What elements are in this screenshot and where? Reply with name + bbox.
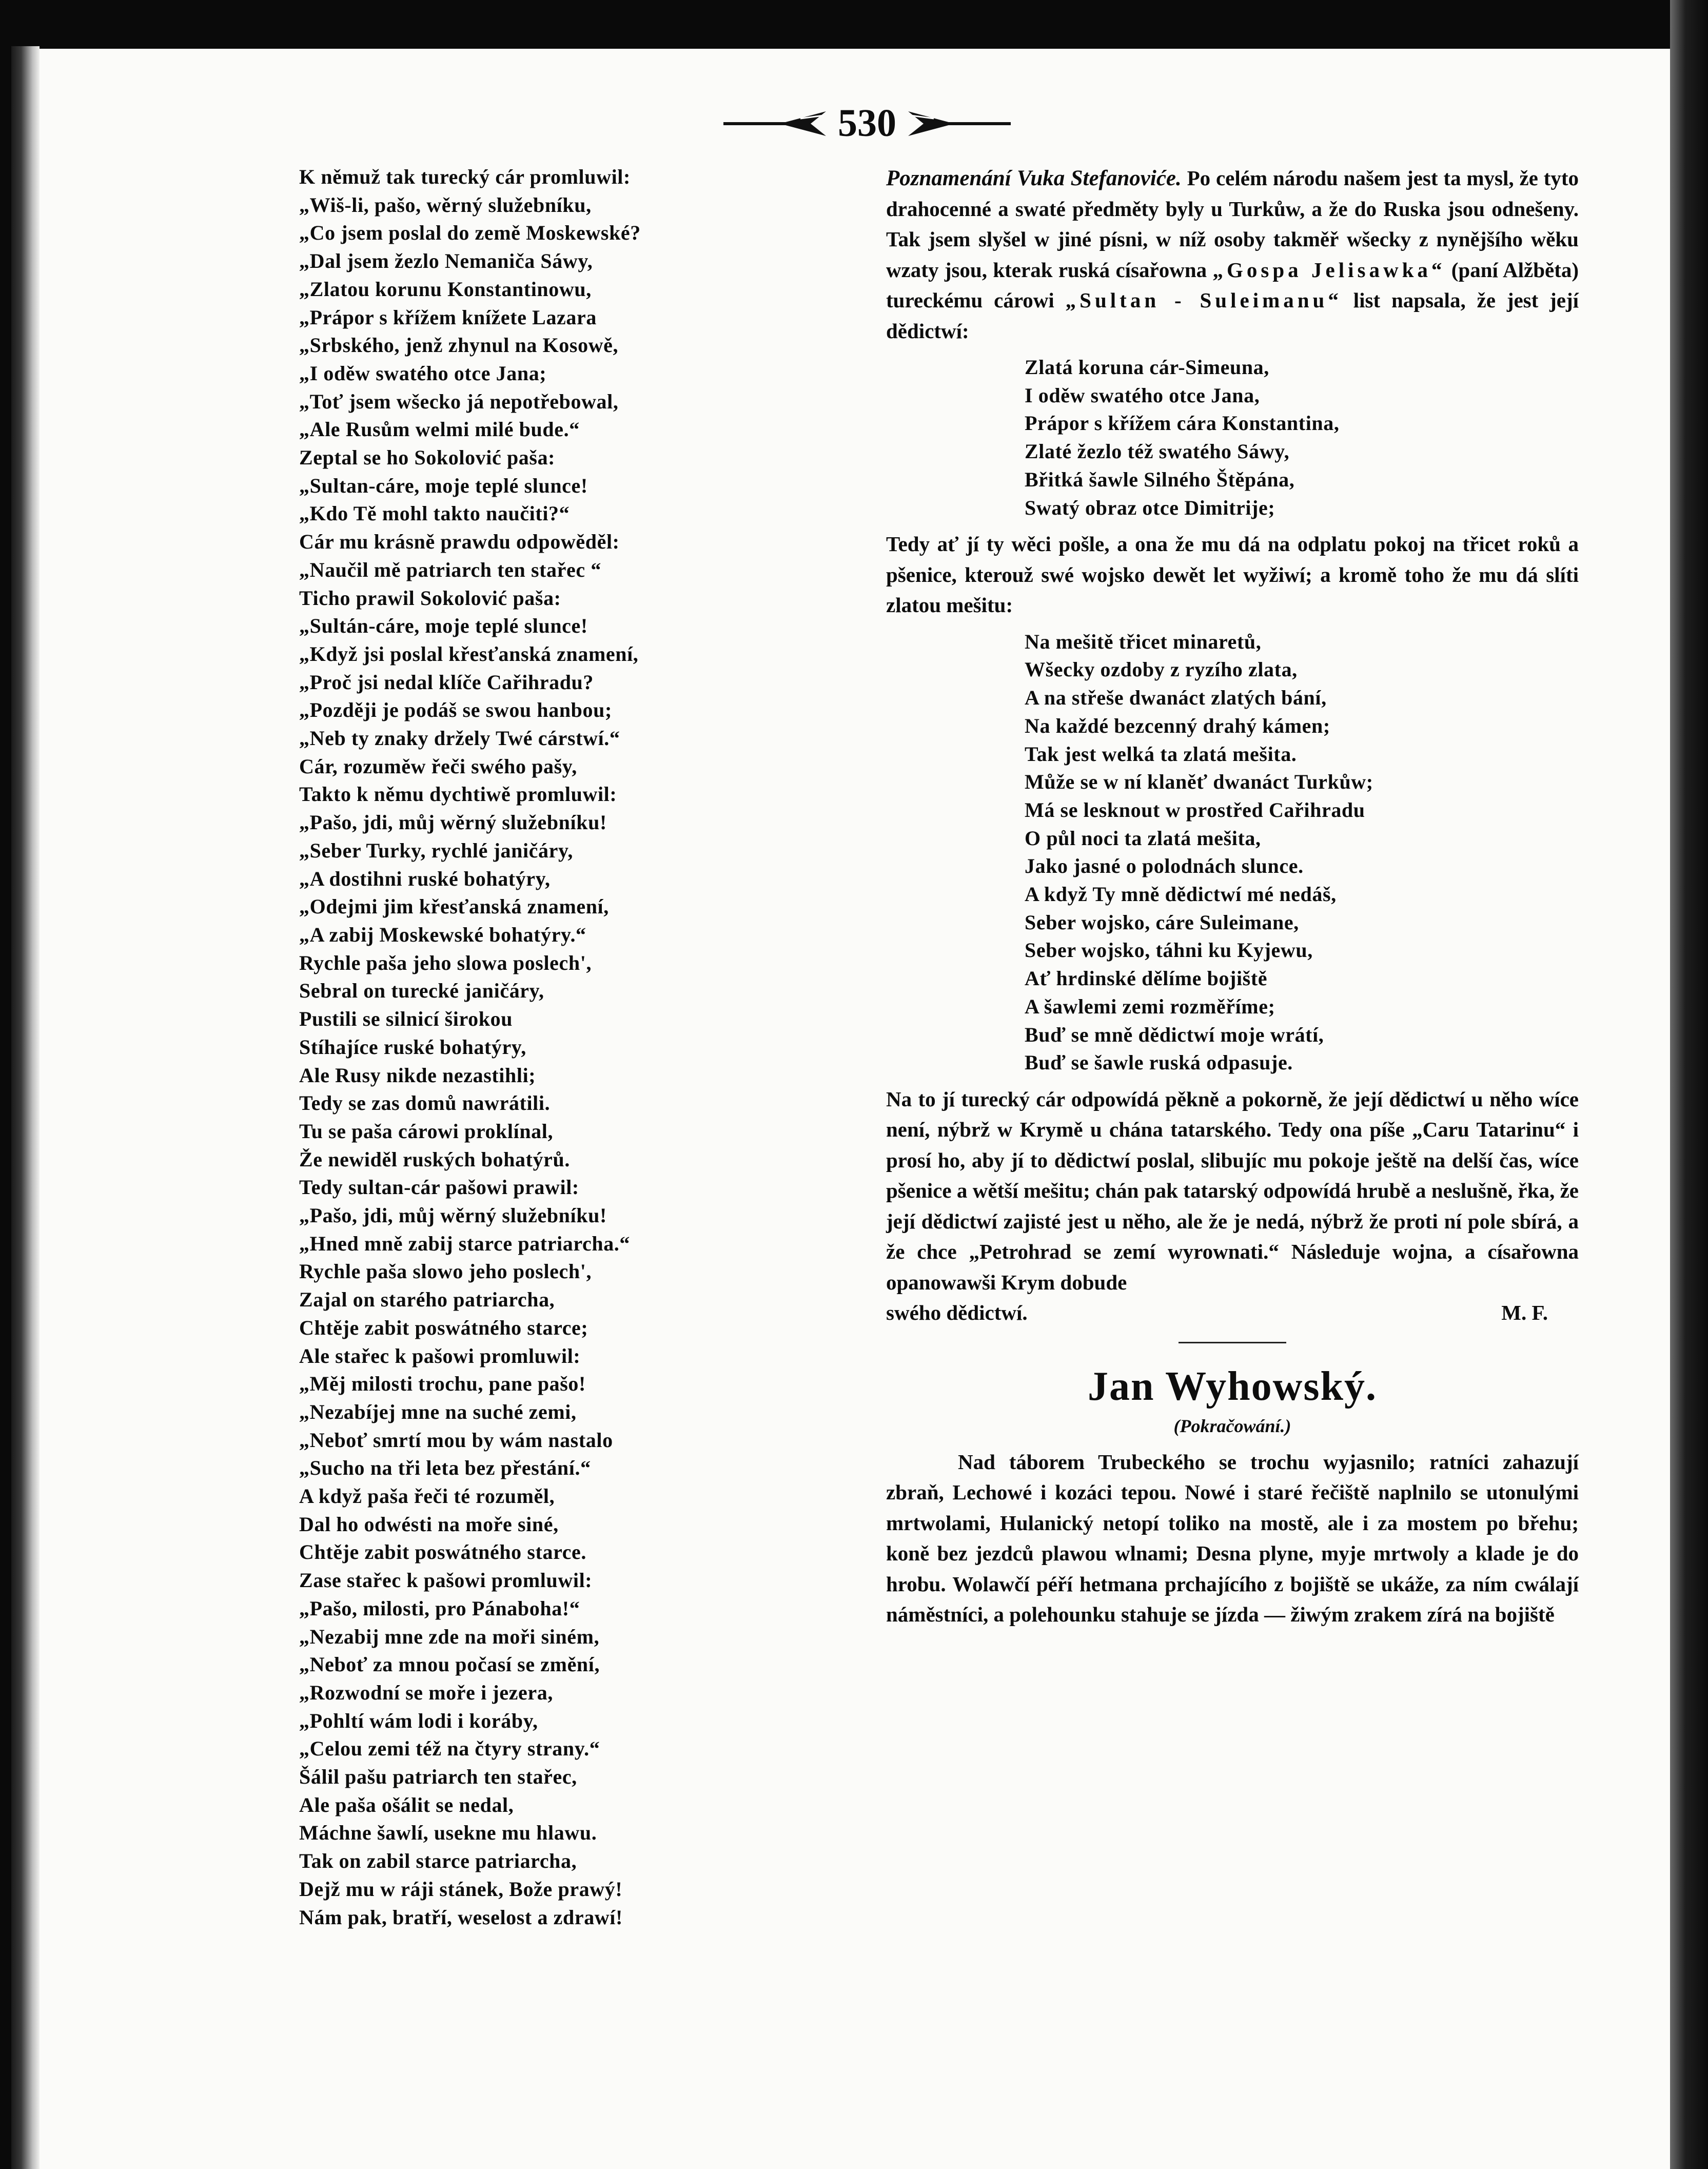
verse-block-1 bbox=[1025, 354, 1579, 522]
poem-line: K němuž tak turecký cár promluwil: bbox=[299, 165, 631, 188]
poem-line: Tak on zabil starce patriarcha, bbox=[299, 1849, 577, 1873]
poem-line: „Pašo, milosti, pro Pánaboha!“ bbox=[299, 1596, 580, 1620]
poem-line: „Celou zemi též na čtyry strany.“ bbox=[299, 1737, 600, 1761]
poem-line: „Pašo, jdi, můj wěrný služebníku! bbox=[299, 1204, 607, 1227]
poem-line: Ale stařec k pašowi promluwil: bbox=[299, 1344, 581, 1367]
paragraph-2: Tedy ať jí ty wěci pošle, a ona že mu dá na odplatu pokoj na třicet roků a pšenice, kterouž swé wojsko dewět let wyžiwí; a kromě toho že mu dá slíti zlatou mešitu: bbox=[886, 532, 1579, 617]
book-spine-shadow bbox=[11, 46, 40, 2169]
poem-line: „A zabij Moskewské bohatýry.“ bbox=[299, 923, 586, 946]
article-subtitle: (Pokračowání.) bbox=[1173, 1415, 1291, 1436]
poem-line: Ticho prawil Sokolović paša: bbox=[299, 586, 561, 610]
poem-line: Pustili se silnicí širokou bbox=[299, 1007, 513, 1031]
poem-line: Nám pak, bratří, weselost a zdrawí! bbox=[299, 1905, 623, 1929]
poem-line: „Naučil mě patriarch ten stařec “ bbox=[299, 558, 601, 581]
verse-line: Na každé bezcenný drahý kámen; bbox=[1025, 714, 1330, 737]
poem-line: „Rozwodní se moře i jezera, bbox=[299, 1681, 553, 1704]
poem-line: „Seber Turky, rychlé janičáry, bbox=[299, 838, 573, 862]
poem-line: „I oděw swatého otce Jana; bbox=[299, 361, 547, 385]
poem-line: „Dal jsem žezlo Nemaniča Sáwy, bbox=[299, 249, 593, 273]
intro-name-sultan: „Sultan - Suleimanu“ bbox=[1065, 288, 1342, 312]
verse-line: Zlatá koruna cár-Simeuna, bbox=[1025, 356, 1269, 379]
poem-line: Takto k němu dychtiwě promluwil: bbox=[299, 783, 617, 806]
intro-text-2: (paní Alžběta) tureckému cárowi bbox=[886, 258, 1579, 312]
poem-line: „Později je podáš se swou hanbou; bbox=[299, 698, 612, 722]
intro-text: Po celém národu našem jest ta mysl, že tyto drahocenné a swaté předměty byly u Turkůw, a že do Ruska jsou odnešeny. Tak jsem slyšel w jiné písni, w níž osoby takměř wšecky z nynějšího wěku wzaty jsou, kterak ruská císařowna bbox=[886, 166, 1579, 282]
verse-line: Ať hrdinské dělíme bojiště bbox=[1025, 967, 1268, 990]
poem-line: Sebral on turecké janičáry, bbox=[299, 979, 544, 1003]
verse-block-2 bbox=[1025, 628, 1579, 1077]
poem-line: „Sultán-cáre, moje teplé slunce! bbox=[299, 614, 588, 638]
verse-line: O půl noci ta zlatá mešita, bbox=[1025, 826, 1261, 850]
verse-line: A na střeše dwanáct zlatých bání, bbox=[1025, 686, 1327, 710]
page-number: 530 bbox=[838, 102, 896, 145]
poem-line: Ale Rusy nikde nezastihli; bbox=[299, 1063, 536, 1087]
poem-line: „Sultan-cáre, moje teplé slunce! bbox=[299, 474, 588, 497]
poem-line: Šálil pašu patriarch ten stařec, bbox=[299, 1765, 577, 1789]
verse-line: Seber wojsko, cáre Suleimane, bbox=[1025, 910, 1299, 934]
verse-line: Tak jest welká ta zlatá mešita. bbox=[1025, 742, 1297, 766]
poem-line: „Kdo Tě mohl takto naučiti?“ bbox=[299, 502, 570, 525]
verse-line: Prápor s křížem cára Konstantina, bbox=[1025, 412, 1340, 435]
poem-line: „Wiš-li, pašo, wěrný služebníku, bbox=[299, 193, 592, 217]
poem-line: „Nezabij mne zde na moři siném, bbox=[299, 1625, 600, 1648]
verse-line: Na mešitě třicet minaretů, bbox=[1025, 630, 1262, 653]
right-column bbox=[886, 163, 1579, 1630]
poem-line: „Toť jsem wšecko já nepotřebowal, bbox=[299, 389, 619, 413]
poem-line: „Neb ty znaky držely Twé cárstwí.“ bbox=[299, 727, 620, 750]
article-title: Jan Wyhowský. bbox=[1088, 1363, 1377, 1409]
poem-line: Tedy se zas domů nawrátili. bbox=[299, 1091, 551, 1115]
verse-line: A šawlemi zemi rozměříme; bbox=[1025, 994, 1275, 1018]
intro-title: Poznamenání Vuka Stefanoviće. bbox=[886, 166, 1182, 190]
poem-line: Cár mu krásně prawdu odpowěděl: bbox=[299, 530, 620, 554]
poem-line: Stíhajíce ruské bohatýry, bbox=[299, 1035, 526, 1059]
poem-line: „Nezabíjej mne na suché zemi, bbox=[299, 1400, 577, 1423]
poem-line: Zase stařec k pašowi promluwil: bbox=[299, 1569, 593, 1592]
poem-line: „Prápor s křížem knížete Lazara bbox=[299, 305, 597, 329]
poem-line: Máchne šawlí, usekne mu hlawu. bbox=[299, 1821, 597, 1845]
scan-edge-right bbox=[1670, 0, 1708, 2169]
left-column-poem bbox=[299, 163, 822, 1931]
intro-text-3: list napsala, že jest její dědictwí: bbox=[886, 288, 1579, 343]
verse-line: Břitká šawle Silného Štěpána, bbox=[1025, 467, 1295, 491]
poem-line: A když paša řeči té rozuměl, bbox=[299, 1484, 555, 1508]
poem-line: Chtěje zabit poswátného starce. bbox=[299, 1540, 587, 1564]
poem-line: Zeptal se ho Sokolović paša: bbox=[299, 446, 556, 470]
page-header bbox=[723, 100, 1011, 146]
verse-line: Buď se šawle ruská odpasuje. bbox=[1025, 1051, 1293, 1074]
verse-line: Zlaté žezlo též swatého Sáwy, bbox=[1025, 440, 1290, 463]
poem-line: „A dostihni ruské bohatýry, bbox=[299, 867, 551, 890]
verse-line: Seber wojsko, táhni ku Kyjewu, bbox=[1025, 939, 1313, 962]
poem-line: Tu se paša cárowi proklínal, bbox=[299, 1119, 554, 1143]
verse-line: A když Ty mně dědictwí mé nedáš, bbox=[1025, 883, 1337, 906]
poem-line: Chtěje zabit poswátného starce; bbox=[299, 1316, 588, 1339]
poem-line: „Ale Rusům welmi milé bude.“ bbox=[299, 418, 580, 441]
verse-line: Má se lesknout w prostřed Cařihradu bbox=[1025, 798, 1365, 822]
poem-line: „Co jsem poslal do země Moskewské? bbox=[299, 221, 641, 245]
verse-line: Swatý obraz otce Dimitrije; bbox=[1025, 496, 1275, 519]
paragraph-3: Na to jí turecký cár odpowídá pěkně a pokorně, že její dědictwí u něho wíce není, nýbrž w Krymě u chána tatarského. Tedy ona píše „Caru Tatarinu“ i prosí ho, aby jí to dědictwí poslal, slibujíc mu pokoje ještě na delší čas, wíce pšenice a wětší mešitu; chán pak tatarský odpowídá hrubě a neslušně, řka, že její dědictwí zajisté jest u něho, ale že je nedá, nýbrž že proti ní pole sbírá, a že chce „Petrohrad se zemí wyrownati.“ Následuje wojna, a císařowna opanowawši Krym dobude bbox=[886, 1087, 1579, 1294]
signature-line bbox=[886, 1298, 1579, 1328]
verse-line: Wšecky ozdoby z ryzího zlata, bbox=[1025, 658, 1298, 681]
scan-edge-left bbox=[0, 0, 11, 2169]
poem-line: Rychle paša jeho slowa poslech', bbox=[299, 951, 592, 974]
article-body: Nad táborem Trubeckého se trochu wyjasnilo; ratníci zahazují zbraň, Lechowé i kozáci tepou. Nowé i staré řečiště naplnilo se utonulými mrtwolami, Hulanický netopí toliko na mostě, ale i za mostem po břehu; koně bez jezdců plawou wlnami; Desna plyne, myje mrtwoly a klade je do hrobu. Wolawčí péří hetmana prchajícího z bojiště se ukáže, za ním cwálají náměstníci, a polehounku stahuje se jízda — žiwým zrakem zírá na bojiště bbox=[886, 1450, 1579, 1627]
poem-line: „Sucho na tři leta bez přestání.“ bbox=[299, 1456, 591, 1480]
poem-line: Zajal on starého patriarcha, bbox=[299, 1288, 555, 1312]
verse-line: Jako jasné o polodnách slunce. bbox=[1025, 854, 1304, 878]
poem-line: „Odejmi jim křesťanská znamení, bbox=[299, 895, 609, 919]
verse-line: I oděw swatého otce Jana, bbox=[1025, 383, 1260, 407]
poem-line: „Hned mně zabij starce patriarcha.“ bbox=[299, 1232, 631, 1255]
poem-line: „Když jsi poslal křesťanská znamení, bbox=[299, 642, 639, 666]
poem-line: Dejž mu w ráji stánek, Bože prawý! bbox=[299, 1877, 623, 1901]
poem-line: „Zlatou korunu Konstantinowu, bbox=[299, 277, 592, 301]
scan-edge-top bbox=[0, 0, 1708, 49]
poem-line: Cár, rozuměw řeči swého pašy, bbox=[299, 754, 577, 778]
poem-line: „Srbského, jenž zhynul na Kosowě, bbox=[299, 334, 619, 357]
poem-line: Tedy sultan-cár pašowi prawil: bbox=[299, 1176, 579, 1199]
poem-line: Že newiděl ruských bohatýrů. bbox=[299, 1147, 570, 1171]
verse-line: Buď se mně dědictwí moje wrátí, bbox=[1025, 1023, 1324, 1046]
poem-line: „Pašo, jdi, můj wěrný služebníku! bbox=[299, 811, 607, 834]
poem-line: „Pohltí wám lodi i koráby, bbox=[299, 1709, 538, 1732]
intro-paragraph bbox=[886, 163, 1579, 346]
poem-line: „Neboť smrtí mou by wám nastalo bbox=[299, 1428, 613, 1452]
poem-line: „Proč jsi nedal klíče Cařihradu? bbox=[299, 670, 594, 694]
poem-line: „Neboť za mnou počasí se změní, bbox=[299, 1653, 600, 1676]
poem-line: Dal ho odwésti na moře siné, bbox=[299, 1512, 559, 1536]
section-divider bbox=[1179, 1342, 1286, 1343]
signature: M. F. bbox=[1501, 1301, 1548, 1325]
poem-line: „Měj milosti trochu, pane pašo! bbox=[299, 1372, 586, 1396]
verse-line: Může se w ní klaněť dwanáct Turkůw; bbox=[1025, 770, 1373, 794]
intro-name-gospa: „Gospa Jelisawka“ bbox=[1212, 258, 1446, 282]
poem-line: Rychle paša slowo jeho poslech', bbox=[299, 1260, 592, 1283]
paragraph-3-end: swého dědictwí. bbox=[886, 1301, 1028, 1325]
poem-line: Ale paša ošálit se nedal, bbox=[299, 1793, 514, 1816]
